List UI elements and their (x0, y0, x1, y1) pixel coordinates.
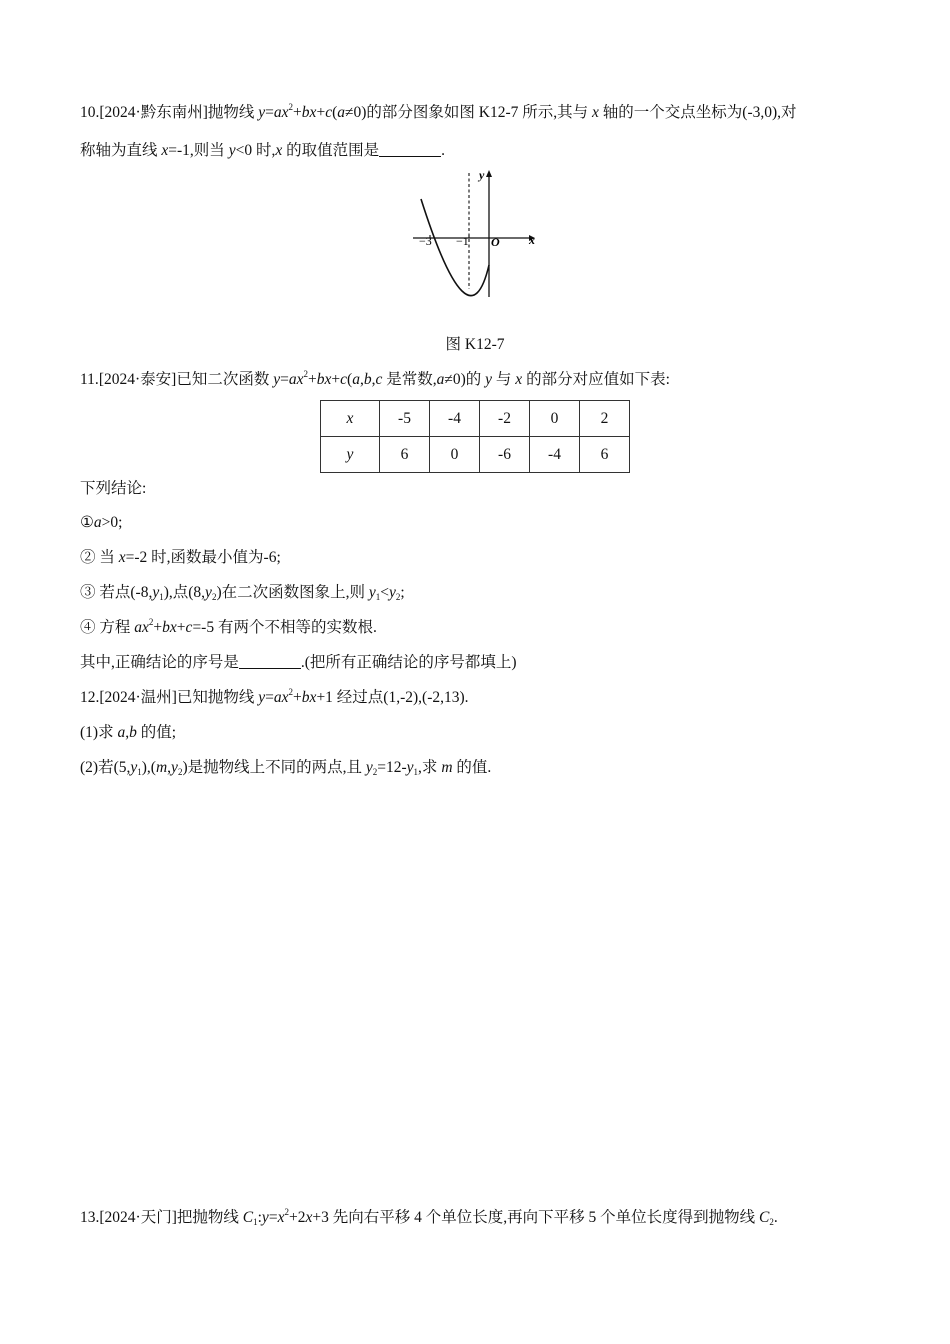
table-cell: -2 (480, 401, 530, 437)
q13-line1: 13.[2024·天门]把抛物线 $C_1:y=x^2+2x+3$ 先向右平移 4 个单位长度,再向下平移 5 个单位长度得到抛物线 $C_2$. (80, 1207, 778, 1227)
q10-line1: 10.[2024·黔东南州]抛物线 $y=ax^2+bx+c(a\ne 0)$的部分图象如图 K12-7 所示,其与 x 轴的一个交点坐标为(-3,0),对 (80, 102, 797, 121)
table-cell: 6 (580, 437, 630, 473)
q11-conclusion-2: ② 当 x=-2 时,函数最小值为-6; (80, 549, 281, 566)
answer-blank (239, 654, 301, 669)
q11-conclusions-intro: 下列结论: (80, 480, 147, 497)
y-axis-arrow (486, 170, 492, 177)
table-row-y (321, 437, 630, 473)
table-cell: 6 (380, 437, 430, 473)
q12-part-2: (2)若$(5,y_1),(m,y_2)$是抛物线上不同的两点,且 $y_2=12-y_1$,求 m 的值. (80, 759, 492, 777)
parabola-figure (409, 167, 544, 302)
label-minus-1: −1 (456, 234, 469, 248)
label-minus-3: −3 (419, 234, 432, 248)
table-cell: -4 (530, 437, 580, 473)
table-cell: -5 (380, 401, 430, 437)
q11-conclusion-3: ③ 若点$(-8,y_1)$,点$(8,y_2)$在二次函数图象上,则 $y_1<y_2$; (80, 584, 405, 602)
table-cell: 0 (430, 437, 480, 473)
answer-blank (379, 142, 441, 157)
table-cell: -6 (480, 437, 530, 473)
origin-label: O (491, 235, 500, 249)
q11-answer-line: 其中,正确结论的序号是 .(把所有正确结论的序号都填上) (80, 654, 517, 671)
figure-caption: 图 K12-7 (445, 336, 505, 353)
table-header-y: y (321, 437, 380, 473)
q12-part-1: (1)求 a,b 的值; (80, 724, 177, 741)
q10-line2: 称轴为直线 x=-1,则当 y<0 时,x 的取值范围是 . (80, 142, 445, 159)
table-cell: -4 (430, 401, 480, 437)
q11-conclusion-4: ④ 方程 $ax^2+bx+c=-5$ 有两个不相等的实数根. (80, 617, 377, 636)
table-cell: 2 (580, 401, 630, 437)
table-row-x (321, 401, 630, 437)
value-table (320, 400, 630, 473)
q11-conclusion-1: ①a>0; (80, 514, 123, 531)
x-axis-label: x (529, 233, 535, 247)
y-axis-label: y (479, 168, 485, 182)
table-cell: 0 (530, 401, 580, 437)
q11-line1: 11.[2024·泰安]已知二次函数 $y=ax^2+bx+c(a,b,c$ 是常数,a≠0)的 y 与 x 的部分对应值如下表: (80, 369, 670, 388)
q12-line1: 12.[2024·温州]已知抛物线 $y=ax^2+bx+1$ 经过点(1,-2),(-2,13). (80, 687, 469, 706)
table-header-x: x (321, 401, 380, 437)
